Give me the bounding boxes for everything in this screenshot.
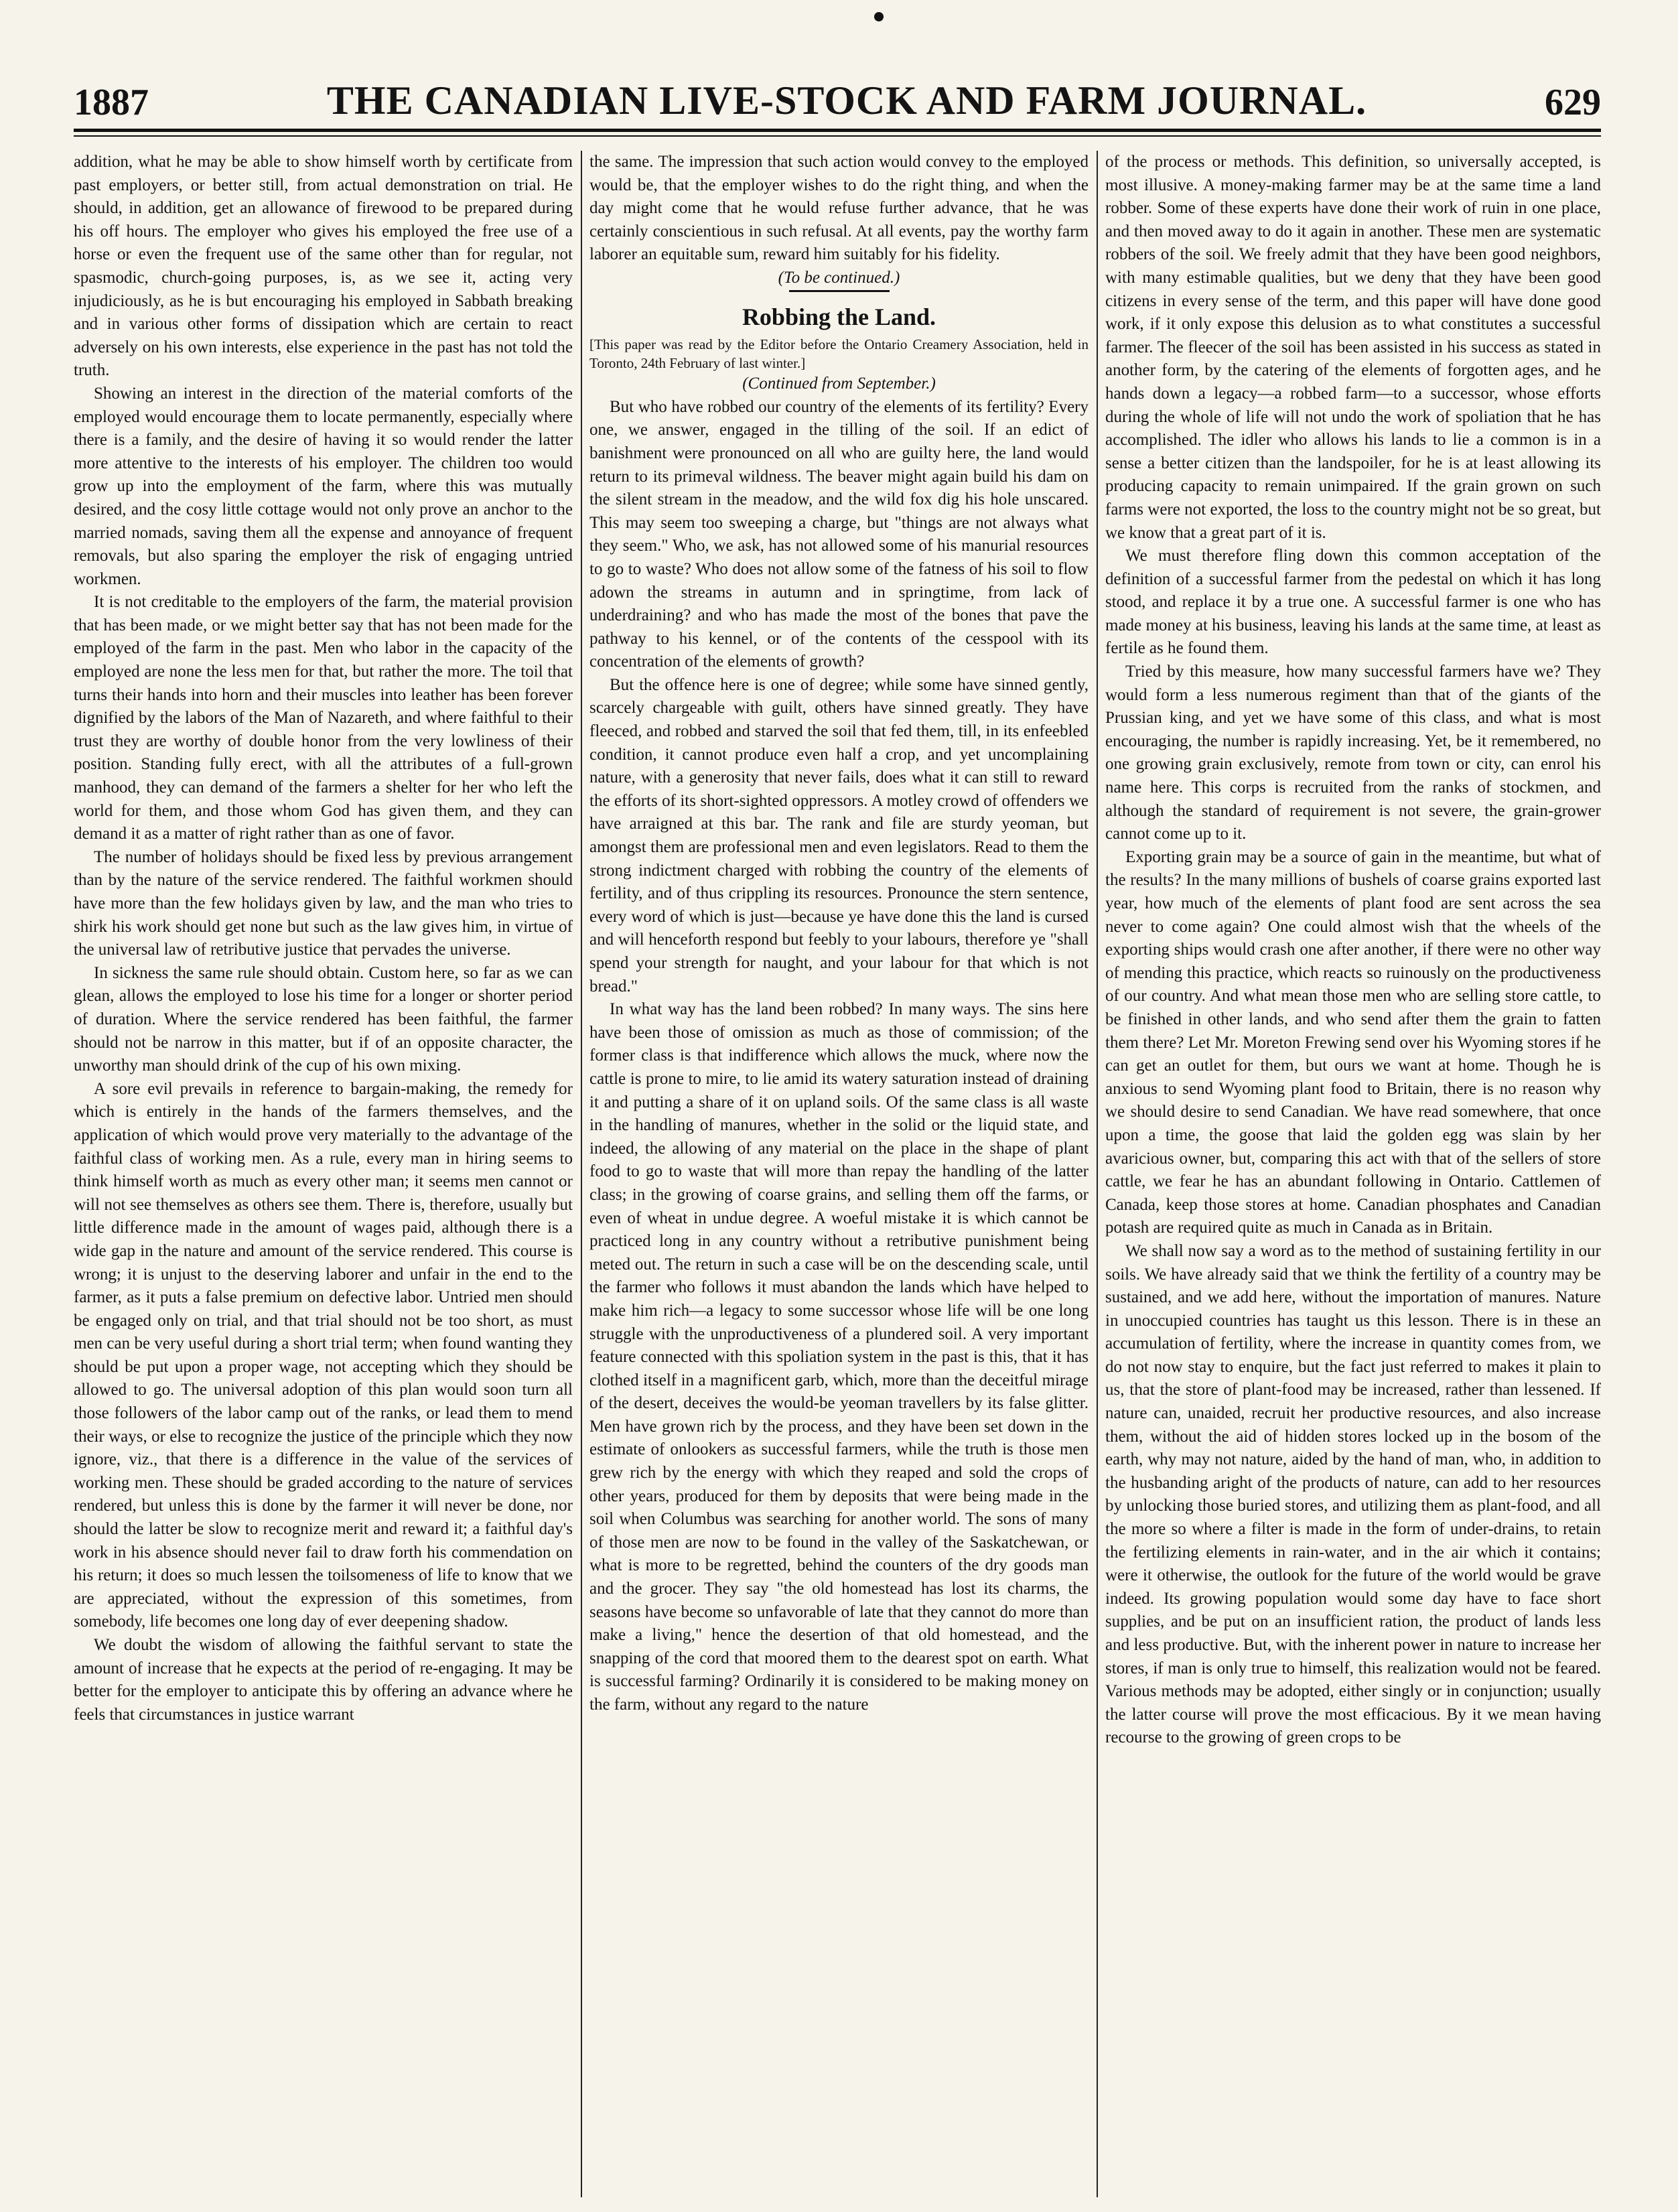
paragraph: But who have robbed our country of the elements of its fertility? Every one, we answer, engaged in the tilling of the soil. If an edict of banishment were pronounced on all who are guilty here, the land would return to its primeval wildness. The beaver might again build his dam on the silent stream in the meadow, and the wild fox dig his hole unscared. This may seem too sweeping a charge, but "things are not always what they seem." Who, we ask, has not allowed some of his manurial resources to go to waste? Who does not allow some of the fatness of his soil to flow adown the streams in autumn and in springtime, from lack of underdraining? and who has made the most of the bones that pave the pathway to his kennel, or of the contents of the cesspool with its concentration of the elements of growth? [589,397,1089,671]
paragraph: Tried by this measure, how many successful farmers have we? They would form a less numerous regiment than that of the giants of the Prussian king, and yet we have some of this class, and what is most encouraging, the number is rapidly increasing. Yet, be it remembered, no one growing grain exclusively, remote from town or city, can enrol his name here. This corps is recruited from the ranks of stockmen, and although the standard of requirement is not severe, the grain-grower cannot come up to it. [1105,663,1601,843]
paragraph: We must therefore fling down this common acceptation of the definition of a successful farmer from the pedestal on which it has long stood, and replace it by a true one. A successful farmer is one who has made money at his business, leaving his lands at the same time, at least as fertile as he found them. [1105,547,1601,658]
header-rule-thick [74,129,1601,132]
paragraph: We doubt the wisdom of allowing the faithful servant to state the amount of increase that he expects at the period of re-engaging. It may be better for the employer to anticipate this by offering an advance where he feels that circumstances in justice warrant [74,1636,573,1724]
journal-title: THE CANADIAN LIVE-STOCK AND FARM JOURNAL. [326,78,1367,123]
paragraph: But the offence here is one of degree; while some have sinned gently, scarcely chargeable with guilt, others have sinned greatly. They have fleeced, and robbed and starved the soil that fed them, till, in its enfeebled condition, it cannot produce even half a crop, and yet uncomplaining nature, with a generosity that never fails, does what it can still to reward the efforts of its short-sighted oppressors. A motley crowd of offenders we have arraigned at this bar. The rank and file are sturdy yeoman, but amongst them are professional men and even legislators. Read to them the strong indictment charged with robbing the country of the elements of fertility, and of thus crippling its resources. Pronounce the stern sentence, every word of which is just—because ye have done this the land is cursed and will henceforth respond but feebly to your labours, therefore ye "shall spend your strength for naught, and your labour for that which is not bread." [589,675,1089,995]
column-divider [581,151,582,2197]
page-number: 629 [1544,82,1601,123]
paragraph: In sickness the same rule should obtain. Custom here, so far as we can glean, allows the employed to lose his time for a longer or shorter period of duration. Where the service rendered has been faithful, the farmer should not be narrow in this matter, but if of an opposite character, the unworthy man should drink of the cup of his own mixing. [74,963,573,1075]
column-2 [589,151,1089,2197]
paragraph: of the process or methods. This definition, so universally accepted, is most illusive. A money-making farmer may be at the same time a land robber. Some of these experts have done their work of ruin in one place, and then moved away to do it again in another. These men are systematic robbers of the soil. We freely admit that they have been good neighbors, with many estimable qualities, but we deny that they have been good citizens in every sense of the term, and this paper will have done good work, if it only expose this delusion as to what constitutes a successful farmer. The fleecer of the soil has been assisted in his success as stated in another form, by the catering of the elements of forgotten ages, and he hands down a legacy—a robbed farm—to a successor, whose efforts during the whole of life will not undo the work of spoliation that he has accomplished. The idler who allows his lands to lie a common is in a sense a better citizen than the landspoiler, for he is at least allowing its producing capacity to remain unimpaired. If the grain grown on such farms were not exported, the loss to the country might not be so great, but we know that a great part of it is. [1105,153,1601,542]
printer-dot [874,12,884,21]
column-3 [1105,151,1601,2197]
page-header [74,64,1601,124]
article-title: Robbing the Land. [742,303,936,330]
paragraph: It is not creditable to the employers of the farm, the material provision that has been made, or we might better say that has not been made for the employed of the farm in the past. Men who labor in the capacity of the employed are none the less men for that, but rather the more. The toil that turns their hands into horn and their muscles into leather has been forever dignified by the labors of the Man of Nazareth, and where faithful to their trust they are worthy of double honor from the very lowliness of their position. Standing fully erect, with all the attributes of a full-grown manhood, they can demand of the farmers a shelter for her who left the world for them, and those whom God has given them, and they can demand it as a matter of right rather than as one of favor. [74,593,573,843]
paragraph: Showing an interest in the direction of the material comforts of the employed would encourage them to locate permanently, especially where there is a family, and the desire of having it so would render the latter more attentive to the interests of his employer. The children too would grow up into the employment of the farm, where this was mutually desired, and the cosy little cottage would not only prove an anchor to the married nomads, saving them all the expense and annoyance of frequent removals, but also sparing the employer the risk of engaging untried workmen. [74,384,573,588]
paragraph: We shall now say a word as to the method of sustaining fertility in our soils. We have already said that we think the fertility of a country may be sustained, and we add here, without the importation of manures. Nature in unoccupied countries has taught us this lesson. There is in these an accumulation of fertility, where the increase in quantity comes from, we do not now stay to enquire, but the fact just referred to makes it plain to us, that the store of plant-food may be increased, rather than lessened. If nature can, unaided, recruit her productive resources, and also increase them, without the aid of hidden stores locked up in the bosom of the earth, why may not nature, aided by the hand of man, who, in addition to the husbanding aright of the products of nature, can add to her resources by unlocking those buried stores, and utilizing them as plant-food, and all the more so where a filter is made in the form of under-drains, to retain the fertilizing elements in rain-water, and in the air which it contains; were it otherwise, the outlook for the future of the world would be grave indeed. Its growing population would some day have to face short supplies, and be put on an insufficient ration, the product of lands less and less productive. But, with the inherent power in nature to increase her stores, if man is only true to himself, this realization would not be feared. Various methods may be adopted, either singly or in conjunction; usually the latter course will prove the most efficacious. By it we mean having recourse to the growing of green crops to be [1105,1241,1601,1747]
paragraph: Exporting grain may be a source of gain in the meantime, but what of the results? In the many millions of bushels of coarse grains exported last year, how much of the elements of plant food are sent across the sea never to come again? One could almost wish that the wheels of the exporting ships would crash one after another, if there were no other way of mending this practice, which reacts so ruinously on the productiveness of our country. And what mean those men who are selling store cattle, to be finished in other lands, and who send after them the grain to fatten them there? Let Mr. Moreton Frewing send over his Wyoming stores if he can get an outlet for them, but ours we want at home. Though he is anxious to send Wyoming plant food to Britain, there is no reason why we should desire to send Canadian. We have read somewhere, that once upon a time, the goose that laid the golden egg was slain by her avaricious owner, but, comparing this act with that of the sellers of store cattle, we fear he has an abundant following in Ontario. Cattlemen of Canada, keep those stores at home. Canadian phosphates and Canadian potash are required quite as much in Canada as in Britain. [1105,847,1601,1237]
columns [74,151,1601,2197]
header-rule-thin [74,135,1601,137]
paragraph: In what way has the land been robbed? In many ways. The sins here have been those of omission as much as those of commission; of the former class is that indifference which allows the muck, where now the cattle is prone to mire, to lie amid its watery saturation instead of draining it and putting a share of it on upland soils. Of the same class is all waste in the handling of manures, whether in the solid or the liquid state, and indeed, the allowing of any material on the place in the shape of plant food to go to waste that will more than repay the handling of the latter class; in the growing of coarse grains, and selling them off the farms, or even of wheat in undue degree. A woeful mistake it is which cannot be practiced long in any country without a retributive punishment being meted out. The return in such a case will be on the descending scale, until the farmer who follows it must abandon the lands which have helped to make him rich—a legacy to some successor whose life will be one long struggle with the unproductiveness of a plundered soil. A very important feature connected with this spoliation system in the past is this, that it has clothed itself in a magnificent garb, which, more than the deceitful mirage of the desert, deceives the would-be yeoman travellers by its false glitter. Men have grown rich by the process, and they have been set down in the estimate of onlookers as successful farmers, while the truth is those men grew rich by the energy with which they reaped and sold the crops of other years, produced for them by deposits that were being made in the soil when Columbus was searching for another world. The sons of many of those men are now to be found in the valley of the Saskatchewan, or what is more to be regretted, behind the counters of the dry goods man and the grocer. They say "the old homestead has lost its charms, the seasons have become so unfavorable of late that they cannot do more than make a living," hence the desertion of that old homestead, and the snapping of the cord that moored them to the dearest spot on earth. What is successful farming? Ordinarily it is considered to be making money on the farm, without any regard to the nature [589,1000,1089,1714]
paragraph: the same. The impression that such action would convey to the employed would be, that the employer wishes to do the right thing, and when the day might come that he would refuse further advance, that he was certainly conscientious in such refusal. At all events, pay the worthy farm laborer an equitable sum, reward him suitably for his fidelity. [589,153,1089,264]
section-rule [789,290,890,292]
paragraph: The number of holidays should be fixed less by previous arrangement than by the nature of the service rendered. The faithful workmen should have more than the few holidays given by law, and the man who tries to shirk his work should get none but such as the law gives him, in virtue of the universal law of retributive justice that pervades the universe. [74,847,573,959]
paragraph: A sore evil prevails in reference to bargain-making, the remedy for which is entirely in the hands of the farmers themselves, and the application of which would prove very materially to the advantage of the faithful class of working men. As a rule, every man in hiring seems to think himself worth as much as every other man; it seems men cannot or will not see themselves as others see them. There is, therefore, usually but little difference made in the amount of wages paid, although there is a wide gap in the nature and amount of the service rendered. This course is wrong; it is unjust to the deserving laborer and unfair in the end to the farmer, as it puts a false premium on defective labor. Untried men should be engaged only on trial, and that trial should not be too short, as must men can be very useful during a short trial term; when found wanting they should be put upon a proper wage, not accepting which they should be allowed to go. The universal adoption of this plan would soon turn all those followers of the labor camp out of the ranks, or lead them to mend their ways, or else to recognize the justice of the principle which they now ignore, viz., that there is a difference in the value of the services of working men. These should be graded according to the nature of services rendered, but unless this is done by the farmer it will never be done, nor should the latter be slow to recognize merit and reward it; a faithful day's work in his absence should never fail to draw forth his commendation on his return; it does so much lessen the toilsomeness of life to know that we are appreciated, without the expression of this sometimes, from somebody, life becomes one long day of ever deepening shadow. [74,1079,573,1631]
continued-from: (Continued from September.) [742,374,936,393]
column-divider [1097,151,1098,2197]
paragraph: addition, what he may be able to show himself worth by certificate from past employers, or better still, from actual demonstration on trial. He should, in addition, get an allowance of firewood to be prepared during his off hours. The employer who gives his employed the free use of a horse or even the frequent use of the same other than for regular, not spasmodic, church-going purposes, is, as we see it, acting very injudiciously, as he is but encouraging his employed in Sabbath breaking and in various other forms of dissipation which are certain to react adversely on his own interests, else experience in the past has not told the truth. [74,153,573,380]
column-1 [74,151,573,2197]
article-note: [This paper was read by the Editor before the Ontario Creamery Association, held in Toronto, 24th February of last winter.] [589,336,1089,372]
to-be-continued: (To be continued.) [778,268,900,287]
header-year: 1887 [74,82,149,123]
